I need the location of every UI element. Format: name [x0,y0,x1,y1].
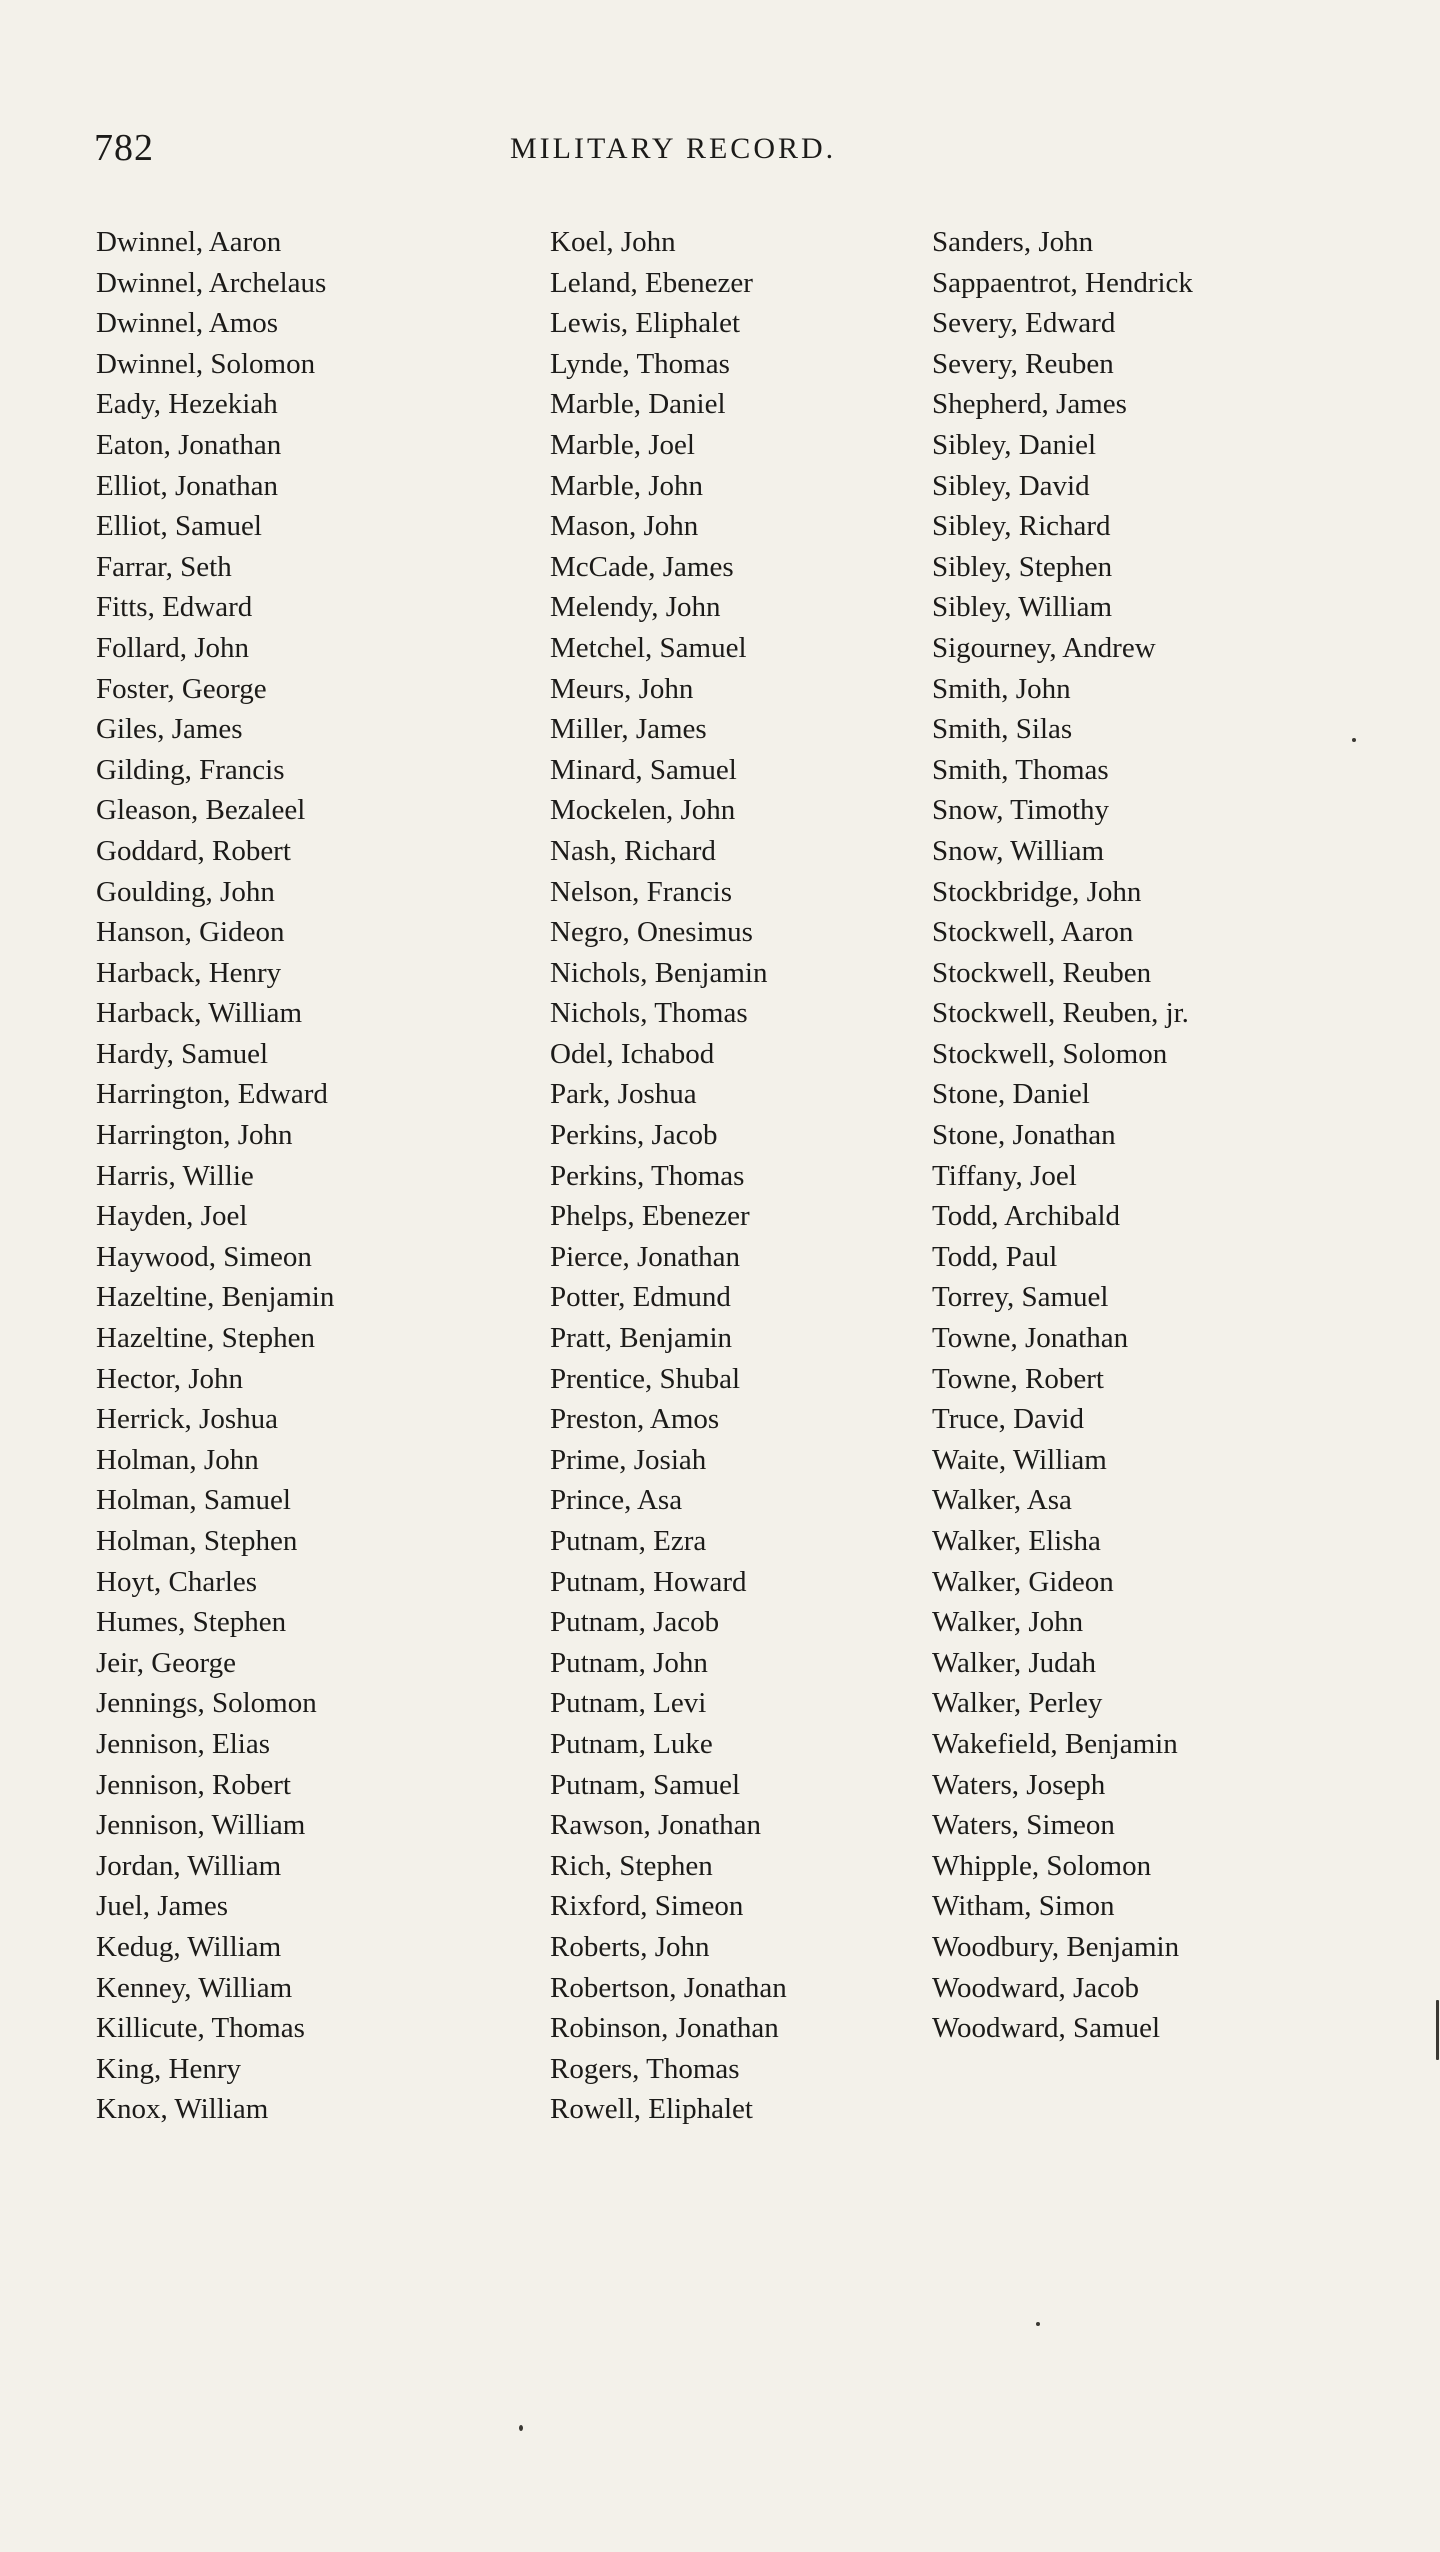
roster-name: Sibley, Stephen [932,550,1113,583]
roster-name: Snow, Timothy [932,794,1110,827]
roster-name: Odel, Ichabod [550,1037,715,1070]
roster-name: Killicute, Thomas [96,2012,305,2045]
roster-name: Negro, Onesimus [550,916,753,949]
roster-name: Hardy, Samuel [96,1037,269,1070]
roster-name: Koel, John [550,226,676,258]
roster-name: Rixford, Simeon [550,1890,744,1923]
roster-name: Goulding, John [96,875,275,908]
roster-name: Marble, Joel [550,428,695,461]
roster-name: Kenney, William [96,1971,293,2004]
roster-name: Miller, James [550,713,707,746]
print-speck [1036,2322,1040,2326]
roster-name: Stone, Daniel [932,1078,1090,1111]
roster-name: Stockwell, Aaron [932,916,1134,949]
roster-name: Mockelen, John [550,794,736,827]
roster-name: Juel, James [96,1890,229,1923]
roster-name: Robinson, Jonathan [550,2012,779,2045]
roster-name: Stockwell, Reuben, jr. [932,997,1189,1030]
roster-name: Jeir, George [96,1646,237,1679]
roster-name: Putnam, Levi [550,1687,707,1720]
roster-name: Waters, Joseph [932,1768,1106,1801]
roster-name: Woodward, Jacob [932,1971,1140,2004]
roster-name: Stockbridge, John [932,875,1142,908]
roster-name: Mason, John [550,510,699,543]
running-head: MILITARY RECORD. [510,132,837,165]
roster-name: Putnam, Howard [550,1565,747,1598]
roster-name: Potter, Edmund [550,1281,731,1314]
roster-name: Dwinnel, Amos [96,307,279,340]
name-column-2 [550,222,787,2130]
roster-name: Harris, Willie [96,1159,254,1192]
roster-name: Meurs, John [550,672,694,705]
roster-name: Herrick, Joshua [96,1403,279,1436]
roster-name: Shepherd, James [932,388,1127,421]
roster-name: Harback, Henry [96,956,282,989]
roster-name: Wakefield, Benjamin [932,1727,1178,1760]
roster-name: Metchel, Samuel [550,631,747,664]
roster-name: Towne, Robert [932,1362,1104,1395]
roster-name: Marble, John [550,469,704,502]
name-column-3 [932,222,1193,2049]
roster-name: Stockwell, Reuben [932,956,1152,989]
roster-name: Nichols, Benjamin [550,956,768,989]
roster-name: Dwinnel, Archelaus [96,266,327,299]
page-number: 782 [94,127,154,169]
roster-name: Nelson, Francis [550,875,733,908]
roster-name: Jennings, Solomon [96,1687,317,1720]
roster-name: Hayden, Joel [96,1200,248,1233]
roster-name: Lynde, Thomas [550,347,730,380]
roster-name: Sibley, Daniel [932,428,1097,461]
roster-name: Smith, Silas [932,713,1073,746]
roster-name: Hazeltine, Benjamin [96,1281,335,1314]
roster-name: Rawson, Jonathan [550,1809,762,1842]
roster-name: Walker, John [932,1606,1084,1639]
roster-name: Hanson, Gideon [96,916,285,949]
roster-name: Stone, Jonathan [932,1119,1116,1152]
roster-name: Todd, Paul [932,1240,1058,1273]
roster-name: Harrington, John [96,1119,293,1152]
roster-name: Harback, William [96,997,303,1030]
roster-name: Giles, James [96,713,243,746]
roster-name: Walker, Elisha [932,1525,1101,1557]
roster-name: Perkins, Jacob [550,1119,718,1152]
roster-name: Gilding, Francis [96,753,285,786]
roster-name: Putnam, Samuel [550,1768,741,1801]
roster-name: Nash, Richard [550,834,716,867]
roster-name: Harrington, Edward [96,1078,328,1111]
roster-name: Roberts, John [550,1930,710,1963]
roster-name: Farrar, Seth [96,550,232,583]
roster-name: Sappaentrot, Hendrick [932,266,1193,299]
roster-name: Rogers, Thomas [550,2052,740,2085]
roster-name: Towne, Jonathan [932,1322,1129,1355]
roster-name: Dwinnel, Aaron [96,226,282,258]
roster-name: Goddard, Robert [96,834,291,867]
roster-name: Jennison, Elias [96,1727,270,1760]
roster-name: Smith, John [932,672,1071,705]
roster-name: Eaton, Jonathan [96,428,282,461]
roster-name: Woodward, Samuel [932,2012,1161,2045]
roster-name: Hazeltine, Stephen [96,1322,316,1355]
roster-name: Jennison, William [96,1809,306,1842]
roster-name: Holman, Samuel [96,1484,291,1517]
roster-name: Hoyt, Charles [96,1565,258,1598]
roster-name: Melendy, John [550,591,721,624]
name-column-1 [96,222,334,2130]
roster-name: Prime, Josiah [550,1443,707,1476]
roster-name: Holman, Stephen [96,1525,298,1557]
roster-name: Woodbury, Benjamin [932,1930,1180,1963]
roster-name: Tiffany, Joel [932,1159,1077,1192]
roster-name: Fitts, Edward [96,591,253,624]
roster-name: Minard, Samuel [550,753,737,786]
roster-name: Whipple, Solomon [932,1849,1152,1882]
roster-name: Rich, Stephen [550,1849,713,1882]
roster-name: Foster, George [96,672,267,705]
roster-name: Snow, William [932,834,1105,867]
roster-name: Sigourney, Andrew [932,631,1156,664]
print-speck [1436,2000,1439,2060]
roster-name: Sibley, David [932,469,1090,502]
roster-name: Jordan, William [96,1849,282,1882]
roster-name: Elliot, Jonathan [96,469,279,502]
roster-name: King, Henry [96,2052,241,2085]
roster-name: Nichols, Thomas [550,997,748,1030]
roster-name: Walker, Judah [932,1646,1097,1679]
roster-name: McCade, James [550,550,734,583]
roster-name: Lewis, Eliphalet [550,307,741,340]
roster-name: Follard, John [96,631,250,664]
roster-name: Hector, John [96,1362,244,1395]
roster-name: Knox, William [96,2093,269,2126]
roster-name: Humes, Stephen [96,1606,287,1639]
roster-name: Eady, Hezekiah [96,388,278,421]
roster-name: Putnam, Ezra [550,1525,707,1557]
roster-name: Gleason, Bezaleel [96,794,306,827]
roster-name: Sibley, William [932,591,1113,624]
roster-name: Waite, William [932,1443,1107,1476]
roster-name: Perkins, Thomas [550,1159,745,1192]
roster-name: Pierce, Jonathan [550,1240,741,1273]
roster-name: Pratt, Benjamin [550,1322,733,1355]
roster-name: Stockwell, Solomon [932,1037,1168,1070]
roster-name: Park, Joshua [550,1078,697,1111]
roster-name: Haywood, Simeon [96,1240,312,1273]
roster-name: Walker, Gideon [932,1565,1114,1598]
roster-name: Prentice, Shubal [550,1362,741,1395]
roster-name: Marble, Daniel [550,388,726,421]
roster-name: Rowell, Eliphalet [550,2093,753,2126]
roster-name: Sibley, Richard [932,510,1111,543]
roster-name: Severy, Edward [932,307,1116,340]
roster-name: Smith, Thomas [932,753,1109,786]
roster-name: Jennison, Robert [96,1768,291,1801]
roster-name: Witham, Simon [932,1890,1115,1923]
roster-name: Dwinnel, Solomon [96,347,316,380]
roster-name: Waters, Simeon [932,1809,1115,1842]
print-speck [519,2425,523,2431]
roster-name: Leland, Ebenezer [550,266,753,299]
roster-name: Walker, Asa [932,1484,1072,1517]
roster-name: Holman, John [96,1443,259,1476]
roster-name: Putnam, Luke [550,1727,713,1760]
roster-name: Prince, Asa [550,1484,683,1517]
roster-name: Sanders, John [932,226,1094,258]
roster-name: Preston, Amos [550,1403,720,1436]
roster-name: Kedug, William [96,1930,282,1963]
print-speck [1352,738,1356,742]
roster-name: Putnam, John [550,1646,708,1679]
roster-name: Walker, Perley [932,1687,1103,1720]
roster-name: Phelps, Ebenezer [550,1200,750,1233]
roster-name: Robertson, Jonathan [550,1971,787,2004]
roster-name: Elliot, Samuel [96,510,262,543]
roster-name: Torrey, Samuel [932,1281,1109,1314]
roster-name: Severy, Reuben [932,347,1114,380]
roster-name: Todd, Archibald [932,1200,1121,1233]
roster-name: Putnam, Jacob [550,1606,720,1639]
roster-name: Truce, David [932,1403,1084,1436]
